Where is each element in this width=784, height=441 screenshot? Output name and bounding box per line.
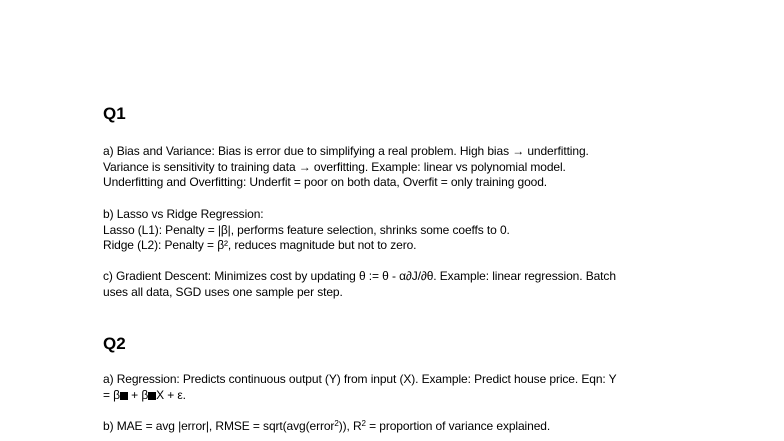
q2-a-eq-suffix: X + ε. [156,387,186,402]
q2-b-suffix: = proportion of variance explained. [365,419,551,433]
missing-glyph-box-icon [148,392,156,400]
q2-part-a [103,372,703,403]
q2-a-line-1: a) Regression: Predicts continuous output (Y) from input (X). Example: Predict house price. Eqn: Y [103,372,617,386]
q1-a-line-3: Underfitting and Overfitting: Underfit = poor on both data, Overfit = only training good. [103,175,548,190]
q2-b-prefix: b) MAE = avg |error|, RMSE = sqrt(avg(error [103,419,335,433]
q1-c-line-1: c) Gradient Descent: Minimizes cost by updating θ := θ - α∂J/∂θ. Example: linear regression. Batch [103,269,616,283]
q1-b-line-3: Ridge (L2): Penalty = β², reduces magnitude but not to zero. [103,238,417,253]
q1-a-line-1: a) Bias and Variance: Bias is error due to simplifying a real problem. High bias → underfitting. [103,144,589,158]
q2-b-line-1 [103,419,703,435]
section-heading-q1: Q1 [103,104,126,123]
q2-a-eq-prefix: = β [103,387,120,402]
q1-b-line-1: b) Lasso vs Ridge Regression: [103,207,264,221]
section-heading-q2: Q2 [103,334,126,353]
q1-b-line-2: Lasso (L1): Penalty = |β|, performs feature selection, shrinks some coeffs to 0. [103,222,510,237]
q2-b-sup-1: 2 [334,419,339,428]
q2-b-mid: )), R [338,419,362,433]
q1-c-line-2: uses all data, SGD uses one sample per step. [103,284,343,299]
q2-part-b [103,419,703,435]
missing-glyph-box-icon [120,392,128,400]
q2-a-line-2 [103,388,703,404]
q1-part-b [103,207,703,254]
q1-part-a [103,144,703,191]
q1-a-line-2: Variance is sensitivity to training data → overfitting. Example: linear vs polynomial model. [103,159,566,174]
q1-part-c [103,269,703,300]
q2-a-eq-mid: + β [127,387,149,402]
q2-b-sup-2: 2 [361,419,366,428]
